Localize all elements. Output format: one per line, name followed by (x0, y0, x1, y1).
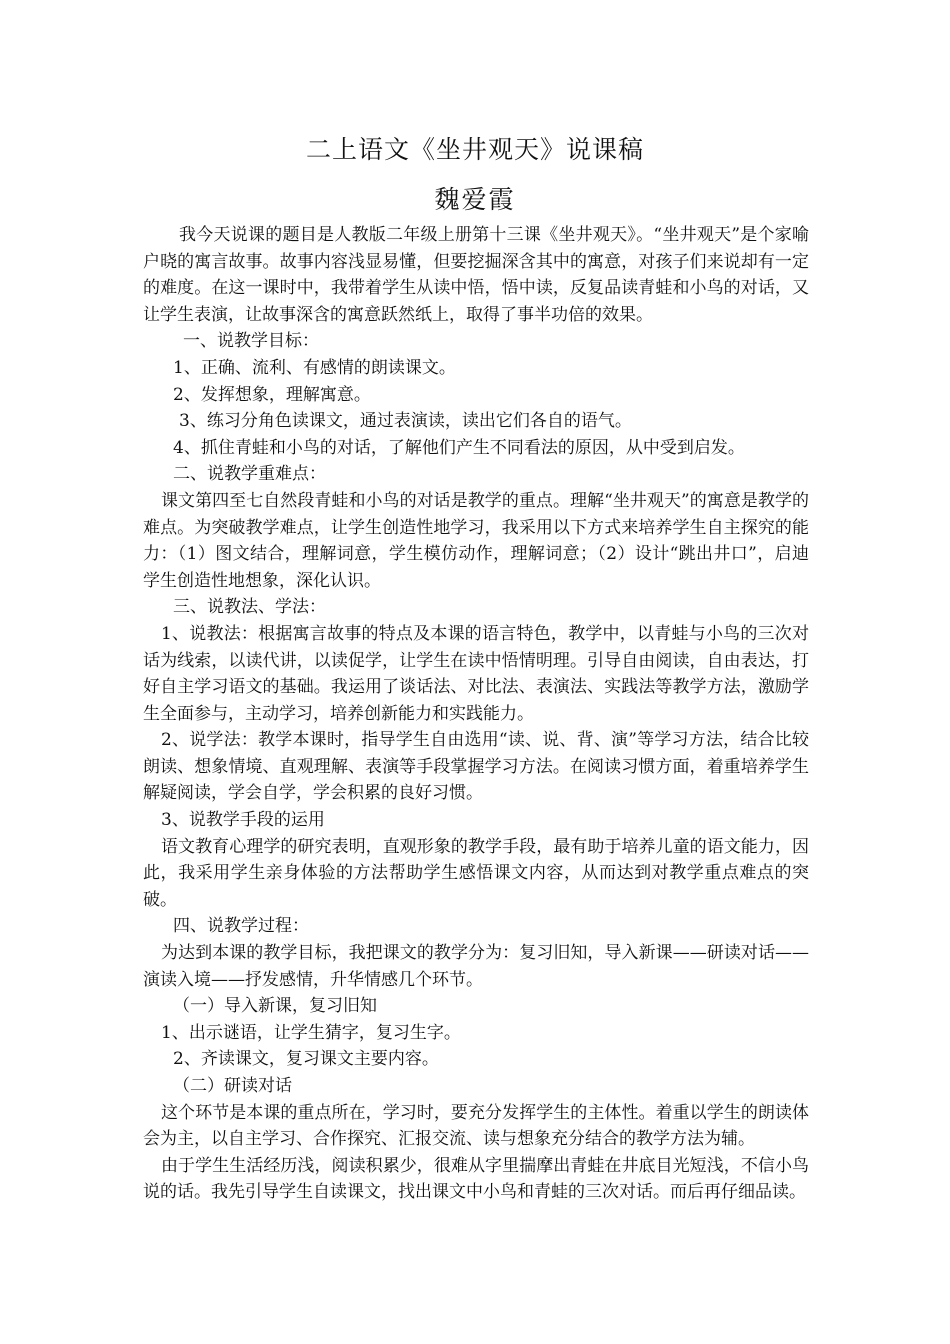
paragraph-teaching-means: 语文教育心理学的研究表明，直观形象的教学手段，最有助于培养儿童的语文能力，因此，我采用学生亲身体验的方法帮助学生感悟课文内容，从而达到对教学重点难点的突破。 (143, 836, 809, 910)
goal-item: 2、发挥想象，理解寓意。 (173, 384, 371, 405)
section-heading-key-points: 二、说教学重难点： (173, 464, 326, 485)
paragraph-process: 为达到本课的教学目标，我把课文的教学分为：复习旧知，导入新课——研读对话——演读入境——抒发感情，升华情感几个环节。 (143, 943, 809, 990)
paragraph-dialogue: 这个环节是本课的重点所在，学习时，要充分发挥学生的主体性。着重以学生的朗读体会为主，以自主学习、合作探究、汇报交流、读与想象充分结合的教学方法为辅。 (143, 1102, 809, 1150)
section-heading-goals: 一、说教学目标： (183, 331, 319, 352)
step-heading-intro: （一）导入新课，复习旧知 (173, 996, 377, 1017)
paragraph-learning-method: 2、说学法：教学本课时，指导学生自由选用“读、说、背、演”等学习方法，结合比较朗读、想象情境、直观理解、表演等手段掌握学习方法。在阅读习惯方面，着重培养学生解疑阅读，学会自学，学会积累的良好习惯。 (143, 730, 809, 804)
step-item: 1、出示谜语，让学生猜字，复习生字。 (161, 1022, 461, 1043)
goal-item: 3、练习分角色读课文，通过表演读，读出它们各自的语气。 (179, 411, 632, 432)
paragraph-teaching-method: 1、说教法：根据寓言故事的特点及本课的语言特色，教学中，以青蛙与小鸟的三次对话为线索，以读代讲，以读促学，让学生在读中悟情明理。引导自由阅读，自由表达，打好自主学习语文的基础。我运用了谈话法、对比法、表演法、实践法等教学方法，激励学生全面参与，主动学习，培养创新能力和实践能力。 (143, 623, 809, 724)
section-heading-process: 四、说教学过程： (173, 916, 309, 937)
goal-item: 1、正确、流利、有感情的朗读课文。 (173, 357, 456, 378)
paragraph-intro: 我今天说课的题目是人教版二年级上册第十三课《坐井观天》。“坐井观天”是个家喻户晓的寓言故事。故事内容浅显易懂，但要挖掘深含其中的寓意，对孩子们来说却有一定的难度。在这一课时中，我带着学生从读中悟，悟中读，反复品读青蛙和小鸟的对话，又让学生表演，让故事深含的寓意跃然纸上，取得了事半功倍的效果。 (143, 225, 809, 325)
document-body (143, 222, 809, 1206)
step-item: 2、齐读课文，复习课文主要内容。 (173, 1049, 439, 1070)
document-author: 魏爱霞 (434, 185, 516, 214)
goal-item: 4、抓住青蛙和小鸟的对话，了解他们产生不同看法的原因，从中受到启发。 (173, 437, 745, 458)
subheading-teaching-means: 3、说教学手段的运用 (161, 810, 325, 831)
document-title: 二上语文《坐井观天》说课稿 (305, 135, 644, 164)
section-heading-methods: 三、说教法、学法： (173, 597, 326, 618)
paragraph-key-points: 课文第四至七自然段青蛙和小鸟的对话是教学的重点。理解“坐井观天”的寓意是教学的难点。为突破教学难点，让学生创造性地学习，我采用以下方式来培养学生自主探究的能力：（1）图文结合，理解词意，学生模仿动作，理解词意；（2）设计“跳出井口”，启迪学生创造性地想象，深化认识。 (143, 490, 809, 591)
step-heading-dialogue: （二）研读对话 (173, 1076, 292, 1096)
paragraph-dialogue-detail: 由于学生生活经历浅，阅读积累少，很难从字里揣摩出青蛙在井底目光短浅，不信小鸟说的话。我先引导学生自读课文，找出课文中小鸟和青蛙的三次对话。而后再仔细品读。 (143, 1155, 809, 1203)
